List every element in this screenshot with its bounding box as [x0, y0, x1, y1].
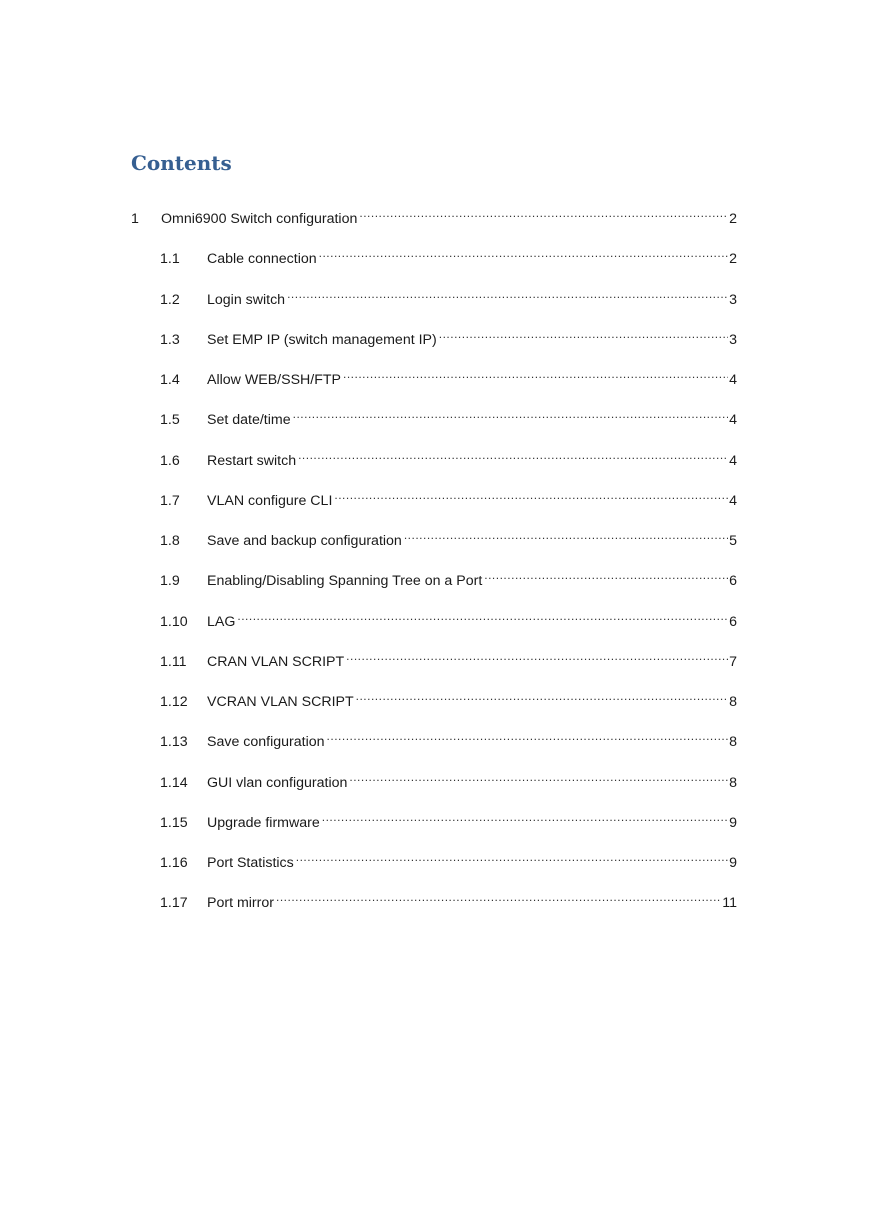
toc-entry[interactable] — [160, 686, 737, 710]
toc-entry[interactable] — [160, 606, 737, 630]
toc-entry-number: 1.9 — [160, 573, 180, 590]
toc-entry-number: 1.13 — [160, 734, 188, 751]
toc-entry-number: 1.11 — [160, 653, 187, 670]
toc-entry-page-number[interactable]: 8 — [729, 774, 737, 791]
toc-entry-number: 1.15 — [160, 814, 188, 831]
toc-entry-number: 1.12 — [160, 694, 188, 710]
toc-entry-page-number[interactable]: 4 — [729, 412, 737, 429]
toc-entry-title[interactable]: Restart switch — [207, 452, 297, 469]
toc-entry-title[interactable]: Save and backup configuration — [207, 533, 402, 549]
toc-entry-number: 1.3 — [160, 331, 180, 348]
toc-entry-number: 1 — [131, 211, 139, 227]
toc-entry[interactable] — [160, 485, 737, 509]
toc-dot-leader — [439, 324, 728, 344]
toc-dot-leader — [298, 445, 728, 465]
toc-entry-page-number[interactable]: 4 — [729, 492, 737, 509]
toc-entry-title[interactable]: Cable connection — [207, 251, 317, 268]
toc-entry-title[interactable]: VCRAN VLAN SCRIPT — [207, 694, 354, 710]
toc-entry-title[interactable]: Port mirror — [207, 895, 274, 912]
toc-entry-page-number[interactable]: 11 — [722, 895, 737, 912]
toc-dot-leader — [343, 364, 728, 384]
toc-entry-title[interactable]: Set date/time — [207, 412, 291, 429]
toc-entry-page-number[interactable]: 6 — [729, 613, 737, 630]
toc-entry[interactable] — [160, 565, 737, 590]
toc-entry-number: 1.16 — [160, 855, 188, 871]
toc-entry[interactable] — [160, 284, 737, 308]
toc-dot-leader — [287, 284, 728, 304]
toc-entry[interactable] — [160, 525, 737, 549]
toc-entry-title[interactable]: Omni6900 Switch configuration — [161, 211, 358, 227]
toc-entry-title[interactable]: CRAN VLAN SCRIPT — [207, 653, 345, 670]
toc-dot-leader — [484, 565, 728, 585]
toc-entry[interactable] — [131, 203, 737, 227]
toc-dot-leader — [293, 404, 729, 424]
toc-dot-leader — [359, 203, 728, 223]
toc-entry-number: 1.7 — [160, 492, 180, 509]
toc-entry-title[interactable]: Login switch — [207, 291, 286, 308]
toc-entry[interactable] — [160, 807, 737, 831]
toc-dot-leader — [276, 887, 721, 907]
toc-entry-page-number[interactable]: 2 — [729, 211, 737, 227]
toc-entry-page-number[interactable]: 4 — [729, 372, 737, 388]
toc-entry[interactable] — [160, 243, 737, 268]
toc-entry-title[interactable]: Allow WEB/SSH/FTP — [207, 372, 342, 388]
toc-entry-title[interactable]: LAG — [207, 613, 236, 630]
toc-entry-page-number[interactable]: 6 — [729, 573, 737, 590]
toc-dot-leader — [322, 807, 728, 827]
toc-entry[interactable] — [160, 445, 737, 469]
toc-entry-page-number[interactable]: 7 — [729, 653, 737, 670]
toc-entry-title[interactable]: GUI vlan configuration — [207, 774, 348, 791]
toc-entry[interactable] — [160, 726, 737, 751]
toc-dot-leader — [334, 485, 728, 505]
toc-title: Contents — [131, 151, 232, 175]
toc-dot-leader — [319, 243, 728, 263]
toc-entry[interactable] — [160, 847, 737, 871]
toc-entry-title[interactable]: Upgrade firmware — [207, 814, 320, 831]
toc-entry-number: 1.17 — [160, 895, 188, 912]
toc-entry-page-number[interactable]: 2 — [729, 251, 737, 268]
toc-dot-leader — [356, 686, 728, 706]
toc-entry[interactable] — [160, 324, 737, 348]
toc-dot-leader — [404, 525, 728, 545]
toc-entry-page-number[interactable]: 4 — [729, 452, 737, 469]
toc-entry-page-number[interactable]: 5 — [729, 533, 737, 549]
toc-entry[interactable] — [160, 767, 737, 791]
toc-entry-number: 1.10 — [160, 613, 188, 630]
toc-entry-title[interactable]: Save configuration — [207, 734, 325, 751]
toc-entry-number: 1.6 — [160, 452, 180, 469]
toc-dot-leader — [296, 847, 728, 867]
toc-entry-number: 1.2 — [160, 291, 180, 308]
toc-entry-number: 1.5 — [160, 412, 180, 429]
toc-entry-title[interactable]: Set EMP IP (switch management IP) — [207, 331, 437, 348]
toc-entry-title[interactable]: Enabling/Disabling Spanning Tree on a Port — [207, 573, 483, 590]
toc-entry-number: 1.8 — [160, 533, 180, 549]
toc-dot-leader — [349, 767, 728, 787]
toc-entry-page-number[interactable]: 9 — [729, 855, 737, 871]
toc-entry-page-number[interactable]: 3 — [729, 331, 737, 348]
toc-entry-page-number[interactable]: 3 — [729, 291, 737, 308]
toc-dot-leader — [346, 646, 728, 666]
toc-entry-page-number[interactable]: 9 — [729, 814, 737, 831]
toc-entry[interactable] — [160, 887, 737, 912]
toc-entry-number: 1.1 — [160, 251, 180, 268]
toc-entry-title[interactable]: Port Statistics — [207, 855, 294, 871]
toc-entry-page-number[interactable]: 8 — [729, 734, 737, 751]
toc-entry-title[interactable]: VLAN configure CLI — [207, 492, 333, 509]
toc-entry[interactable] — [160, 364, 737, 388]
toc-entry[interactable] — [160, 646, 737, 670]
toc-dot-leader — [327, 726, 729, 746]
toc-entry-number: 1.4 — [160, 372, 180, 388]
toc-entry-page-number[interactable]: 8 — [729, 694, 737, 710]
toc-entry-number: 1.14 — [160, 774, 188, 791]
toc-entry[interactable] — [160, 404, 737, 429]
toc-dot-leader — [237, 606, 728, 626]
